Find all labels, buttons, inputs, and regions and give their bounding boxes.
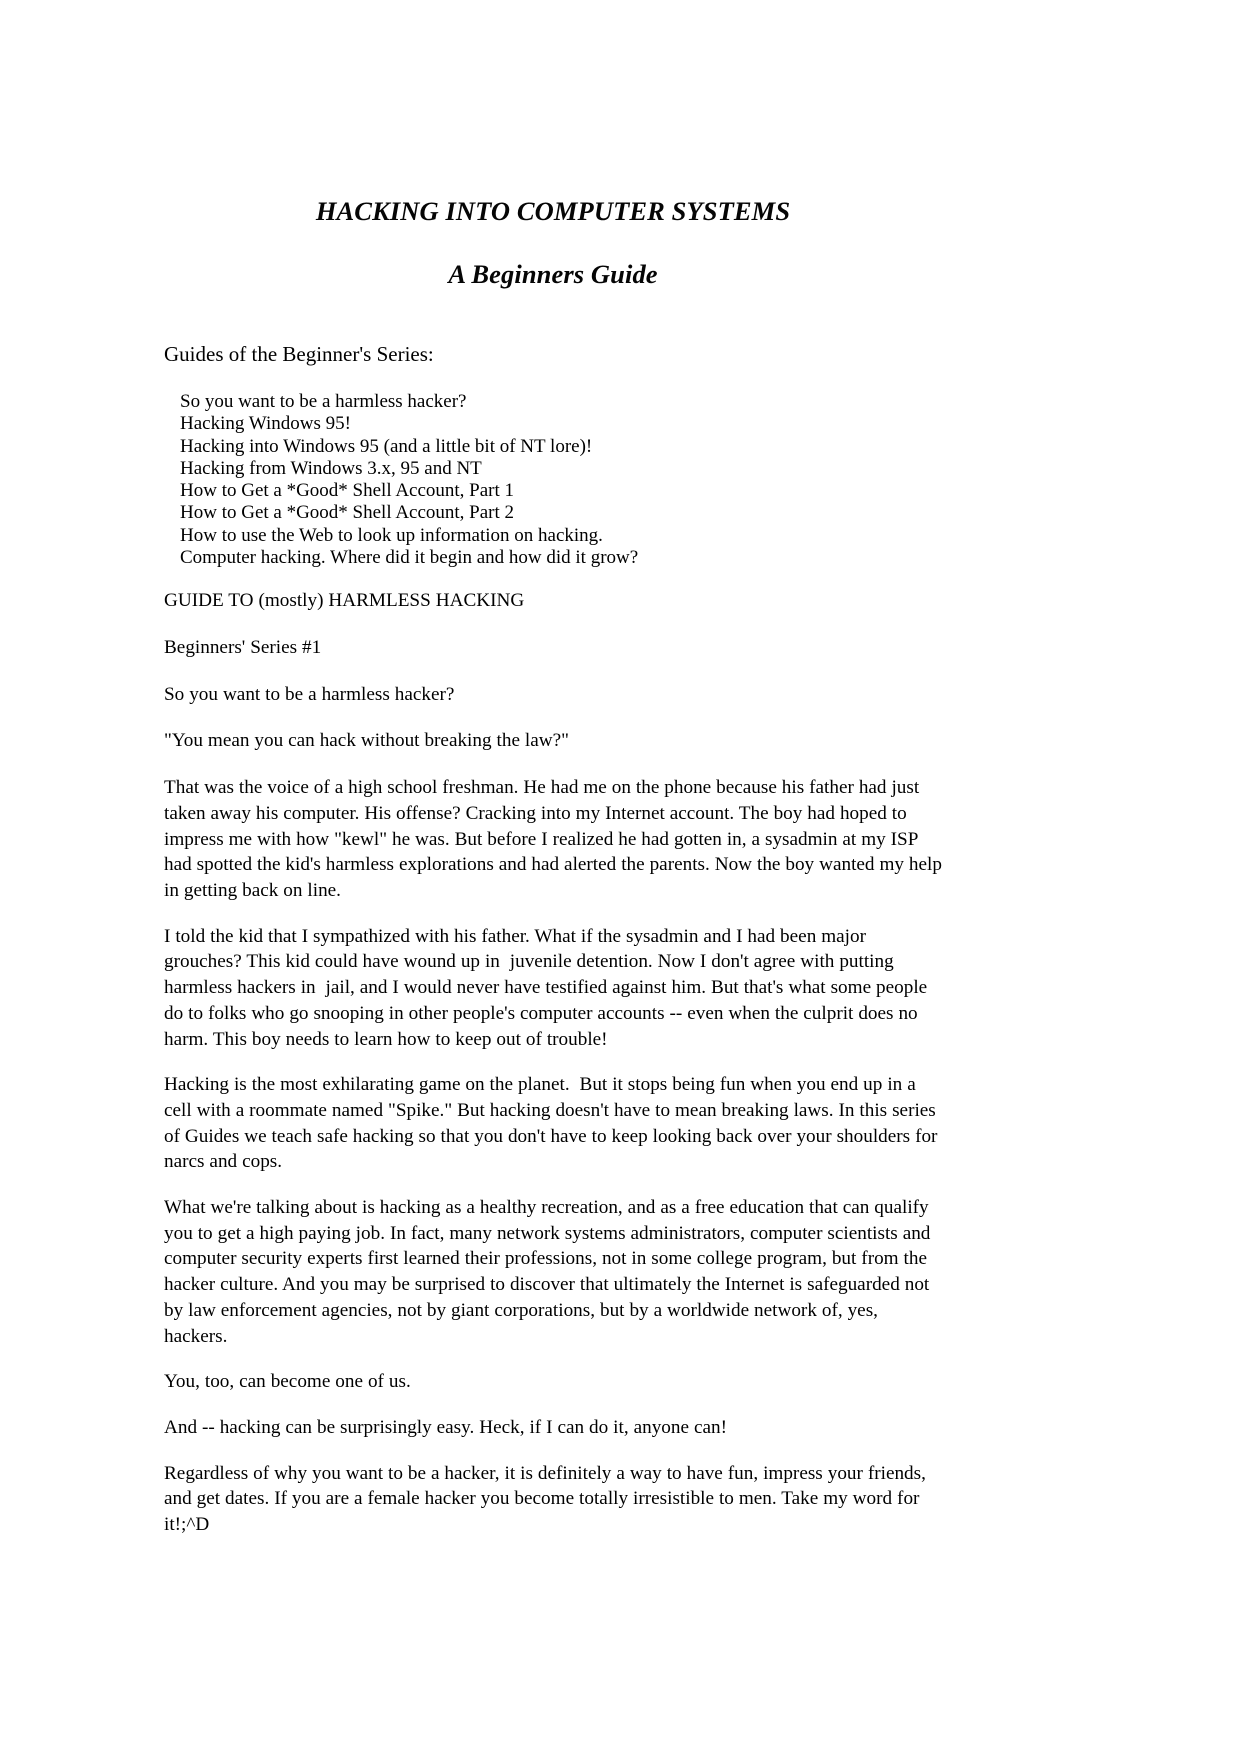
list-item: Hacking into Windows 95 (and a little bit of NT lore)! <box>180 435 593 457</box>
list-item: Computer hacking. Where did it begin and how did it grow? <box>180 547 639 569</box>
body-paragraph-7: Regardless of why you want to be a hacker, it is definitely a way to have fun, impress your friends, and get dates. If you are a female hacker you become totally irresistible to men. Take my word for it!;^D <box>164 1462 931 1536</box>
list-item: Hacking from Windows 3.x, 95 and NT <box>180 457 482 479</box>
section-heading-guides: Guides of the Beginner's Series: <box>164 342 434 366</box>
series-label: Beginners' Series #1 <box>164 637 322 659</box>
body-paragraph-6: And -- hacking can be surprisingly easy. Heck, if I can do it, anyone can! <box>164 1416 727 1438</box>
list-item: Hacking Windows 95! <box>180 413 351 435</box>
body-paragraph-3: Hacking is the most exhilarating game on the planet. But it stops being fun when you end up in a cell with a roommate named "Spike." But hacking doesn't have to mean breaking laws. In this series of Guides we teach safe hacking so that you don't have to keep looking back over your shoulders for narcs and cops. <box>164 1074 943 1173</box>
opening-quote: "You mean you can hack without breaking the law?" <box>164 730 569 752</box>
document-content-column <box>164 0 947 1538</box>
guide-series-list <box>164 368 942 569</box>
body-paragraph-4: What we're talking about is hacking as a healthy recreation, and as a free education that can qualify you to get a high paying job. In fact, many network systems administrators, computer scientists and computer security experts first learned their professions, not in some college program, but from the hacker culture. And you may be surprised to discover that ultimately the Internet is safeguarded not by law enforcement agencies, not by giant corporations, but by a worldwide network of, yes, hackers. <box>164 1197 936 1347</box>
list-item: How to Get a *Good* Shell Account, Part 1 <box>180 480 515 502</box>
guide-label: GUIDE TO (mostly) HARMLESS HACKING <box>164 590 525 612</box>
page-title: HACKING INTO COMPUTER SYSTEMS <box>315 196 791 226</box>
body-paragraph-2: I told the kid that I sympathized with his father. What if the sysadmin and I had been major grouches? This kid could have wound up in juvenile detention. Now I don't agree with putting harmless hackers in jail, and I would never have testified against him. But that's what some people do to folks who go snooping in other people's computer accounts -- even when the culprit does no harm. This boy needs to learn how to keep out of trouble! <box>164 925 933 1050</box>
list-item: So you want to be a harmless hacker? <box>180 391 467 412</box>
list-item: How to Get a *Good* Shell Account, Part 2 <box>180 502 515 524</box>
body-paragraph-5: You, too, can become one of us. <box>164 1371 411 1393</box>
list-item: How to use the Web to look up information on hacking. <box>180 524 603 546</box>
page-subtitle: A Beginners Guide <box>448 259 658 289</box>
body-paragraph-1: That was the voice of a high school freshman. He had me on the phone because his father had just taken away his computer. His offense? Cracking into my Internet account. The boy had hoped to impress me with how "kewl" he was. But before I realized he had gotten in, a sysadmin at my ISP had spotted the kid's harmless explorations and had alerted the parents. Now the boy wanted my help in getting back on line. <box>164 777 947 901</box>
series-title: So you want to be a harmless hacker? <box>164 683 455 705</box>
